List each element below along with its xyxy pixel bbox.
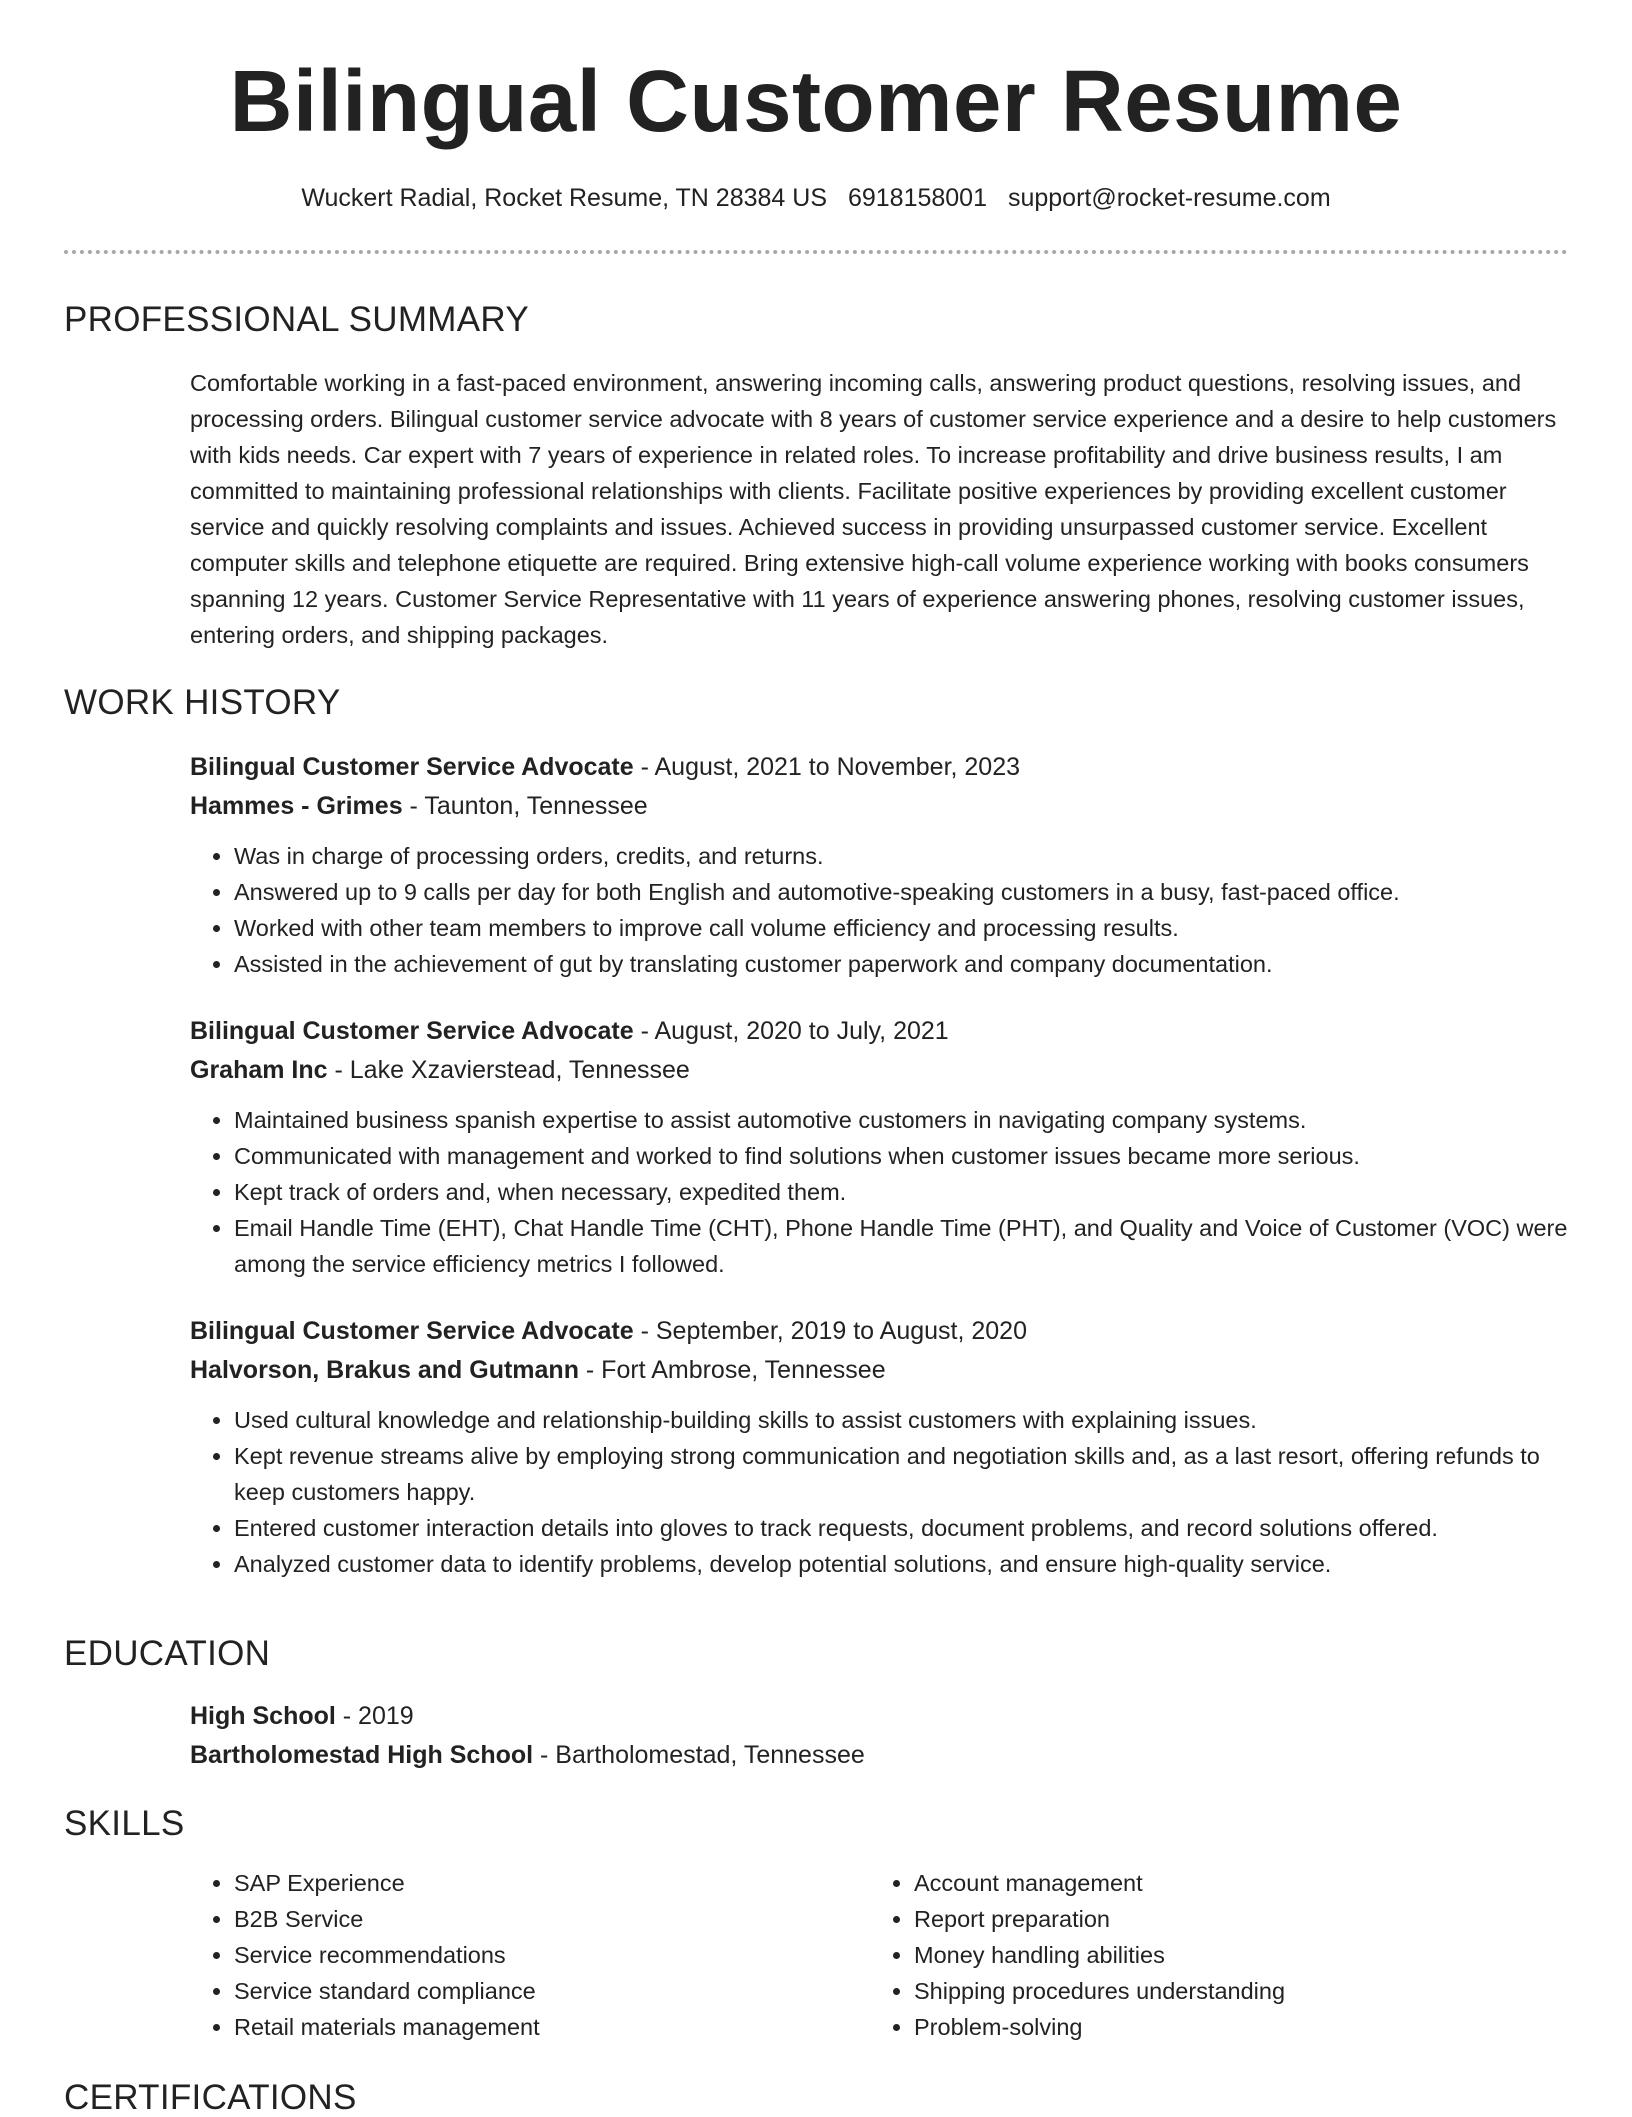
section-title-summary: PROFESSIONAL SUMMARY xyxy=(64,300,529,339)
job-company-line xyxy=(190,787,1568,826)
candidate-name: Bilingual Customer Resume xyxy=(229,53,1403,150)
job-bullet: • Email Handle Time (EHT), Chat Handle Time (CHT), Phone Handle Time (PHT), and Quality and Voice of Customer (VOC) were among the service efficiency metrics I followed. xyxy=(234,1210,1568,1282)
section-title-skills: SKILLS xyxy=(64,1804,185,1843)
job-bullet: • Maintained business spanish expertise to assist automotive customers in navigating company systems. xyxy=(234,1102,1568,1138)
job-location: - Fort Ambrose, Tennessee xyxy=(578,1356,886,1384)
job-bullet: • Assisted in the achievement of gut by translating customer paperwork and company documentation. xyxy=(234,946,1568,982)
job-bullet: • Kept revenue streams alive by employing strong communication and negotiation skills and, as a last resort, offering refunds to keep customers happy. xyxy=(234,1438,1568,1510)
job-position: Bilingual Customer Service Advocate xyxy=(190,1317,634,1345)
job-company: Halvorson, Brakus and Gutmann xyxy=(190,1356,579,1384)
job-title-line xyxy=(190,1312,1568,1351)
header-divider xyxy=(64,250,1568,254)
skill-item: • Service standard compliance xyxy=(234,1973,870,2009)
section-title-certifications: CERTIFICATIONS xyxy=(64,2078,357,2117)
job-bullet: • Answered up to 9 calls per day for both English and automotive-speaking customers in a busy, fast-paced office. xyxy=(234,874,1568,910)
job-bullet: • Entered customer interaction details into gloves to track requests, document problems, and record solutions offered. xyxy=(234,1510,1568,1546)
education-year: - 2019 xyxy=(335,1702,414,1730)
skill-item: • Money handling abilities xyxy=(914,1937,1550,1973)
job-title-line xyxy=(190,1012,1568,1051)
section-title-work: WORK HISTORY xyxy=(64,683,341,722)
skills-content xyxy=(190,1865,1568,2045)
job-position: Bilingual Customer Service Advocate xyxy=(190,1017,634,1045)
job-position: Bilingual Customer Service Advocate xyxy=(190,753,634,781)
job-bullet: • Kept track of orders and, when necessary, expedited them. xyxy=(234,1174,1568,1210)
skill-item: • Service recommendations xyxy=(234,1937,870,1973)
education-school-line xyxy=(190,1736,1568,1775)
job-location: - Lake Xzavierstead, Tennessee xyxy=(327,1056,690,1084)
job-company: Graham Inc xyxy=(190,1056,328,1084)
education-school: Bartholomestad High School xyxy=(190,1741,534,1769)
job-bullets xyxy=(190,1402,1568,1582)
work-history-list xyxy=(190,748,1568,1582)
job-bullet: • Worked with other team members to improve call volume efficiency and processing results. xyxy=(234,910,1568,946)
job-company-line xyxy=(190,1051,1568,1090)
job-bullets xyxy=(190,1102,1568,1282)
skills-section xyxy=(64,1806,1568,2045)
job-title-line xyxy=(190,748,1568,787)
skill-item: • Account management xyxy=(914,1865,1550,1901)
job-entry xyxy=(190,748,1568,982)
contact-line xyxy=(0,184,1632,213)
education-entry xyxy=(190,1697,1568,1775)
resume-header xyxy=(0,0,1632,213)
education-location: - Bartholomestad, Tennessee xyxy=(533,1741,865,1769)
skill-item: • B2B Service xyxy=(234,1901,870,1937)
skill-item: • Problem-solving xyxy=(914,2009,1550,2045)
job-dates: - August, 2020 to July, 2021 xyxy=(633,1017,949,1045)
work-history-section xyxy=(64,685,1568,1582)
skill-item: • Report preparation xyxy=(914,1901,1550,1937)
contact-address: Wuckert Radial, Rocket Resume, TN 28384 US xyxy=(301,184,827,213)
certifications-section xyxy=(64,2080,1568,2115)
professional-summary-section xyxy=(64,302,1568,653)
job-bullet: • Communicated with management and worked to find solutions when customer issues became more serious. xyxy=(234,1138,1568,1174)
section-title-education: EDUCATION xyxy=(64,1634,271,1673)
skills-column-left xyxy=(190,1865,870,2045)
contact-email: support@rocket-resume.com xyxy=(1007,184,1331,213)
job-dates: - September, 2019 to August, 2020 xyxy=(633,1317,1027,1345)
job-dates: - August, 2021 to November, 2023 xyxy=(633,753,1021,781)
job-company-line xyxy=(190,1351,1568,1390)
skill-item: • SAP Experience xyxy=(234,1865,870,1901)
job-bullet: • Analyzed customer data to identify problems, develop potential solutions, and ensure high-quality service. xyxy=(234,1546,1568,1582)
job-bullet: • Used cultural knowledge and relationship-building skills to assist customers with explaining issues. xyxy=(234,1402,1568,1438)
skill-item: • Retail materials management xyxy=(234,2009,870,2045)
job-bullets xyxy=(190,838,1568,982)
contact-phone: 6918158001 xyxy=(847,184,987,213)
skills-grid xyxy=(190,1865,1568,2045)
skill-item: • Shipping procedures understanding xyxy=(914,1973,1550,2009)
education-degree-line xyxy=(190,1697,1568,1736)
summary-text: Comfortable working in a fast-paced environment, answering incoming calls, answering product questions, resolving issues, and processing orders. Bilingual customer service advocate with 8 years of customer service experience and a desire to help customers with kids needs. Car expert with 7 years of experience in related roles. To increase profitability and drive business results, I am committed to maintaining professional relationships with clients. Facilitate positive experiences by providing excellent customer service and quickly resolving complaints and issues. Achieved success in providing unsurpassed customer service. Excellent computer skills and telephone etiquette are required. Bring extensive high-call volume experience working with books consumers spanning 12 years. Customer Service Representative with 11 years of experience answering phones, resolving customer issues, entering orders, and shipping packages. xyxy=(190,370,1557,648)
skills-column-right xyxy=(870,1865,1550,2045)
job-bullet: • Was in charge of processing orders, credits, and returns. xyxy=(234,838,1568,874)
job-location: - Taunton, Tennessee xyxy=(402,792,648,820)
education-degree: High School xyxy=(190,1702,336,1730)
education-section xyxy=(64,1636,1568,1775)
job-entry xyxy=(190,1012,1568,1282)
job-company: Hammes - Grimes xyxy=(190,792,403,820)
job-entry xyxy=(190,1312,1568,1582)
